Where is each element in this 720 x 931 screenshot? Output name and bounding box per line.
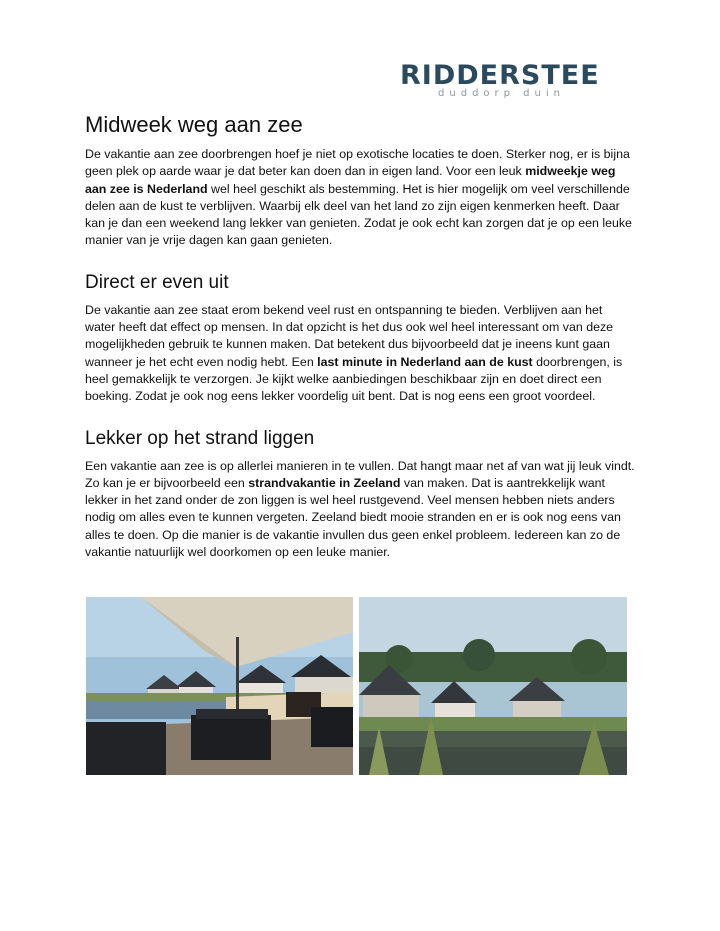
section-heading-3: Lekker op het strand liggen <box>85 427 315 449</box>
pond-houses-photo <box>359 597 627 775</box>
paragraph-text: van maken. Dat is aantrekkelijk want lekker in het zand onder de zon liggen is wel heel rustgevend. Veel mensen hebben niets anders nodig om alles even te kunnen vergeten. Zeeland biedt mooie stranden en er is ook nog eens van alles te doen. Op die manier is de vakantie invullen dus geen enkel probleem. Iedereen kan zo de vakantie natuurlijk wel doorkomen op een leuke manier. <box>85 475 621 560</box>
bold-keyword-link: midweekje weg aan zee is Nederland <box>85 164 616 196</box>
photo-gallery <box>86 597 627 775</box>
section-paragraph-2 <box>85 302 635 406</box>
section-paragraph-1 <box>85 146 635 250</box>
logo-tagline: duddorp duin <box>438 88 565 99</box>
bold-keyword-link: last minute in Nederland aan de kust <box>317 354 533 369</box>
logo-wordmark: RIDDERSTEE <box>400 60 600 91</box>
section-heading-2: Direct er even uit <box>85 271 229 293</box>
section-heading-1: Midweek weg aan zee <box>85 112 303 137</box>
section-paragraph-3 <box>85 458 635 562</box>
paragraph-text: De vakantie aan zee doorbrengen hoef je niet op exotische locaties te doen. Sterker nog, er is bijna geen plek op aarde waar je dat beter kan doen dan in eigen land. Voor een leuk <box>85 147 630 179</box>
paragraph-text: doorbrengen, is heel gemakkelijk te verzorgen. Je kijkt welke aanbiedingen beschikbaar zijn en doet direct een boeking. Zodat je ook nog eens lekker voordelig uit bent. Dat is nog eens een groot voordeel. <box>85 354 623 404</box>
paragraph-text: Een vakantie aan zee is op allerlei manieren in te vullen. Dat hangt maar net af van wat jij leuk vindt. Zo kan je er bijvoorbeeld een <box>85 458 635 490</box>
bold-keyword-link: strandvakantie in Zeeland <box>248 475 401 490</box>
terrace-photo <box>86 597 353 775</box>
article <box>85 108 635 561</box>
paragraph-text: wel heel geschikt als bestemming. Het is hier mogelijk om veel verschillende delen aan de kust te verblijven. Waarbij elk deel van het land zo zijn eigen kenmerken heeft. Daar kan je dan een weekend lang lekker van genieten. Zodat je ook echt kan zorgen dat je op een leuke manier van je vrije dagen kan gaan genieten. <box>85 181 632 248</box>
paragraph-text: De vakantie aan zee staat erom bekend veel rust en ontspanning te bieden. Verblijven aan het water heeft dat effect op mensen. In dat opzicht is het dus ook wel heel interessant om van deze mogelijkheden gebruik te kunnen maken. Dat betekent dus bijvoorbeeld dat je ineens kunt gaan wanneer je het echt even nodig hebt. Een <box>85 302 614 369</box>
ridderstee-logo <box>400 62 605 106</box>
